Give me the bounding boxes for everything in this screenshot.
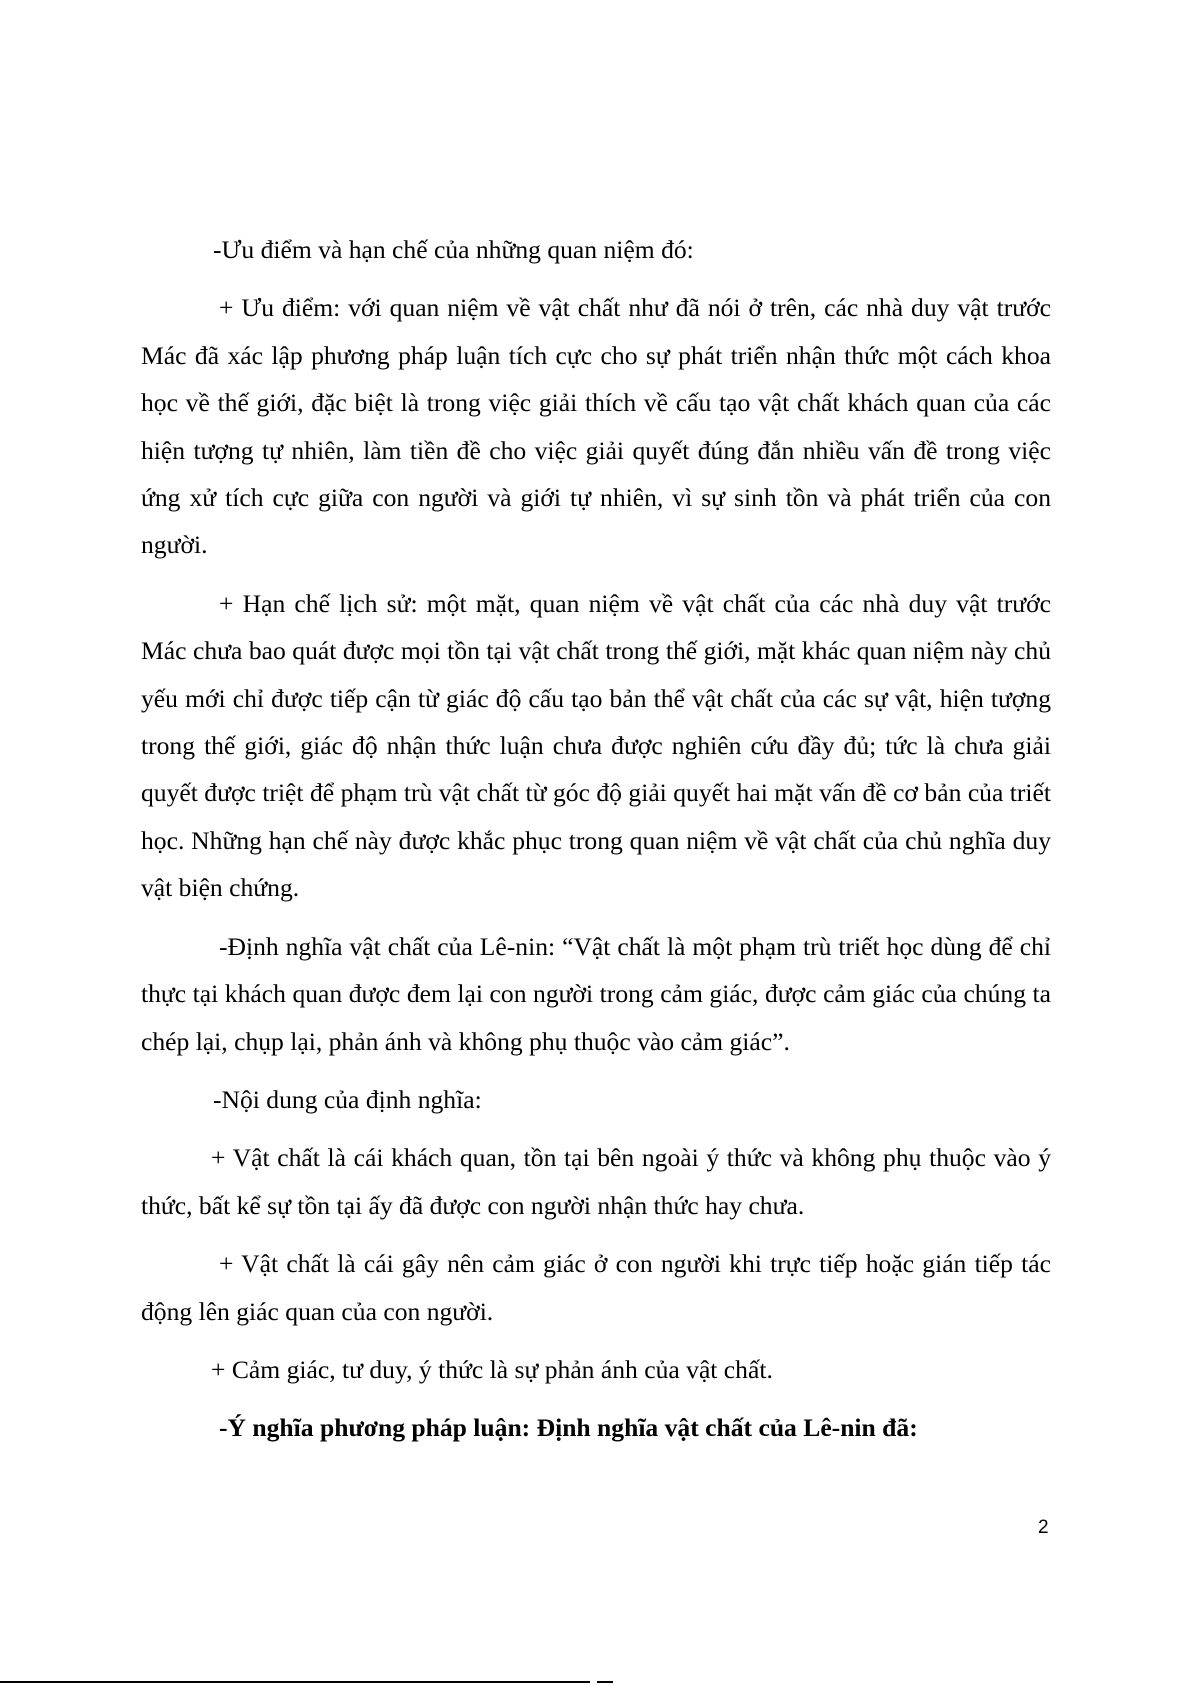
paragraph-point-objective: + Vật chất là cái khách quan, tồn tại bên ngoài ý thức và không phụ thuộc vào ý thức, bất kể sự tồn tại ấy đã được con người nhận thức hay chưa. bbox=[141, 1143, 1051, 1220]
paragraph-point-reflection: + Cảm giác, tư duy, ý thức là sự phản ánh của vật chất. bbox=[211, 1354, 773, 1384]
paragraph-point-sensation: + Vật chất là cái gây nên cảm giác ở con người khi trực tiếp hoặc gián tiếp tác động lên giác quan của con người. bbox=[141, 1249, 1051, 1326]
paragraph-historical-limitations: + Hạn chế lịch sử: một mặt, quan niệm về vật chất của các nhà duy vật trước Mác chưa bao quát được mọi tồn tại vật chất trong thế giới, mặt khác quan niệm này chủ yếu mới chỉ được tiếp cận từ giác độ cấu tạo bản thể vật chất của các sự vật, hiện tượng trong thế giới, giác độ nhận thức luận chưa được nghiên cứu đầy đủ; tức là chưa giải quyết được triệt để phạm trù vật chất từ góc độ giải quyết hai mặt vấn đề cơ bản của triết học. Những hạn chế này được khắc phục trong quan niệm về vật chất của chủ nghĩa duy vật biện chứng. bbox=[141, 588, 1051, 903]
paragraph-methodological-meaning: -Ý nghĩa phương pháp luận: Định nghĩa vật chất của Lê-nin đã: bbox=[219, 1413, 918, 1443]
page-number: 2 bbox=[1038, 1517, 1049, 1538]
paragraph-advantages: + Ưu điểm: với quan niệm về vật chất như đã nói ở trên, các nhà duy vật trước Mác đã xác lập phương pháp luận tích cực cho sự phát triển nhận thức một cách khoa học về thế giới, đặc biệt là trong việc giải thích về cấu tạo vật chất khách quan của các hiện tượng tự nhiên, làm tiền đề cho việc giải quyết đúng đắn nhiều vấn đề trong việc ứng xử tích cực giữa con người và giới tự nhiên, vì sự sinh tồn và phát triển của con người. bbox=[141, 293, 1051, 560]
footer-divider-segment bbox=[597, 1681, 613, 1683]
footer-divider bbox=[0, 1681, 590, 1683]
paragraph-definition-content-heading: -Nội dung của định nghĩa: bbox=[213, 1084, 482, 1114]
document-body bbox=[141, 226, 1051, 1463]
paragraph-pros-cons-heading: -Ưu điểm và hạn chế của những quan niệm đó: bbox=[213, 235, 694, 264]
paragraph-lenin-definition: -Định nghĩa vật chất của Lê-nin: “Vật chất là một phạm trù triết học dùng để chỉ thực tại khách quan được đem lại con người trong cảm giác, được cảm giác của chúng ta chép lại, chụp lại, phản ánh và không phụ thuộc vào cảm giác”. bbox=[141, 931, 1051, 1056]
